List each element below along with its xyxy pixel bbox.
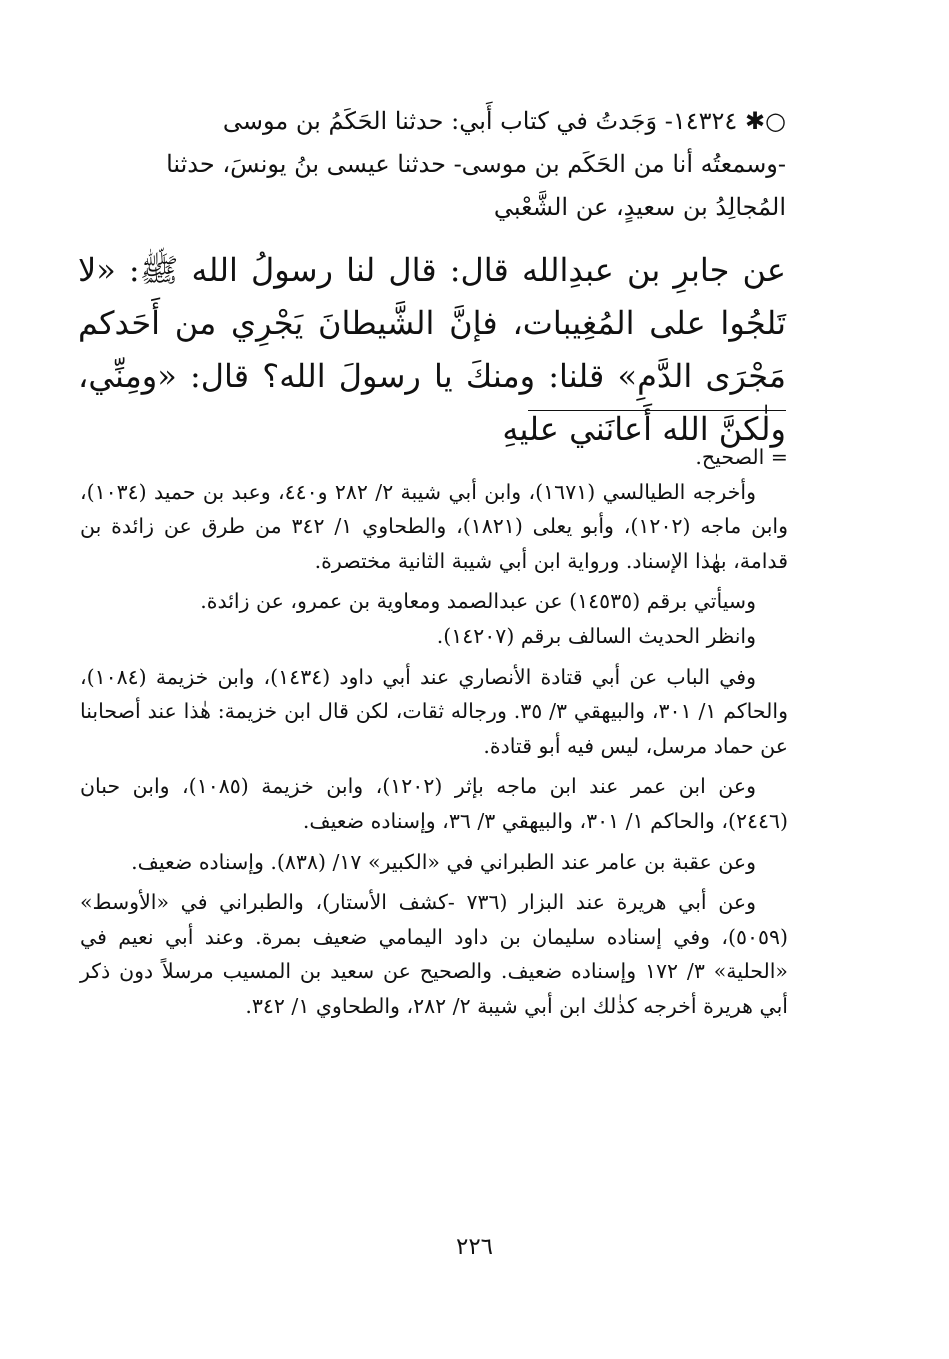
hadith-marker: ○✱ <box>744 107 786 135</box>
hadith-isnad <box>78 100 786 229</box>
hadith-matn: عن جابرِ بن عبدِالله قال: قال لنا رسولُ الله ﷺ: «لا تَلجُوا على المُغِيبات، فإنَّ الشَّيطانَ يَجْرِي من أَحَدكم مَجْرَى الدَّمِ» قلنا: ومنكَ يا رسولَ الله؟ قال: «ومِنِّي، ولٰكنَّ الله أَعانَني عليهِ <box>78 251 786 448</box>
footnote-continuation: = الصحيح. <box>695 445 788 469</box>
footnotes <box>80 440 788 1024</box>
footnote-abu-qatada: وفي الباب عن أبي قتادة الأنصاري عند أبي داود (١٤٣٤)، وابن خزيمة (١٠٨٤)، والحاكم ١/ ٣٠١، والبيهقي ٣/ ٣٥. ورجاله ثقات، لكن قال ابن خزيمة: هٰذا عند أصحابنا عن حماد مرسل، ليس فيه أبو قتادة. <box>80 664 788 758</box>
footnote-divider <box>528 410 786 411</box>
footnote-uqba: وعن عقبة بن عامر عند الطبراني في «الكبير» ١٧/ (٨٣٨). وإسناده ضعيف. <box>131 849 756 874</box>
footnote-ibn-umar: وعن ابن عمر عند ابن ماجه بإثر (١٢٠٢)، وابن خزيمة (١٠٨٥)، وابن حبان (٢٤٤٦)، والحاكم ١/ ٣٠١، والبيهقي ٣/ ٣٦، وإسناده ضعيف. <box>80 774 788 833</box>
isnad-line-2: -وسمعتُه أنا من الحَكَم بن موسى- حدثنا عيسى بنُ يونسَ، حدثنا <box>166 150 786 178</box>
footnote-abu-hurayra: وعن أبي هريرة عند البزار (٧٣٦ -كشف الأستار)، والطبراني في «الأوسط» (٥٠٥٩)، وفي إسناده سليمان بن داود اليمامي ضعيف بمرة. وعند أبي نعيم في «الحلية» ٣/ ١٧٢ وإسناده ضعيف. والصحيح عن سعيد بن المسيب مرسلاً دون ذكر أبي هريرة أخرجه كذٰلك ابن أبي شيبة ٢/ ٢٨٢، والطحاوي ١/ ٣٤٢. <box>80 890 788 1018</box>
isnad-line-1-text: ١٤٣٢٤- وَجَدتُ في كتاب أَبي: حدثنا الحَكَمُ بن موسى <box>222 107 738 135</box>
page-number: ٢٢٦ <box>455 1234 494 1260</box>
isnad-line-3: المُجالِدُ بن سعيدٍ، عن الشَّعْبي <box>493 193 786 221</box>
isnad-line-1 <box>78 100 786 143</box>
footnote-unzur: وانظر الحديث السالف برقم (١٤٢٠٧). <box>436 623 756 648</box>
footnote-sayati: وسيأتي برقم (١٤٥٣٥) عن عبدالصمد ومعاوية بن عمرو، عن زائدة. <box>200 589 756 614</box>
footnote-takhrij: وأخرجه الطيالسي (١٦٧١)، وابن أبي شيبة ٢/ ٢٨٢ و٤٤٠، وعبد بن حميد (١٠٣٤)، وابن ماجه (١٢٠٢)، وأبو يعلى (١٨٢١)، والطحاوي ١/ ٣٤٢ من طرق عن زائدة بن قدامة، بهٰذا الإسناد. ورواية ابن أبي شيبة الثانية مختصرة. <box>80 479 789 573</box>
